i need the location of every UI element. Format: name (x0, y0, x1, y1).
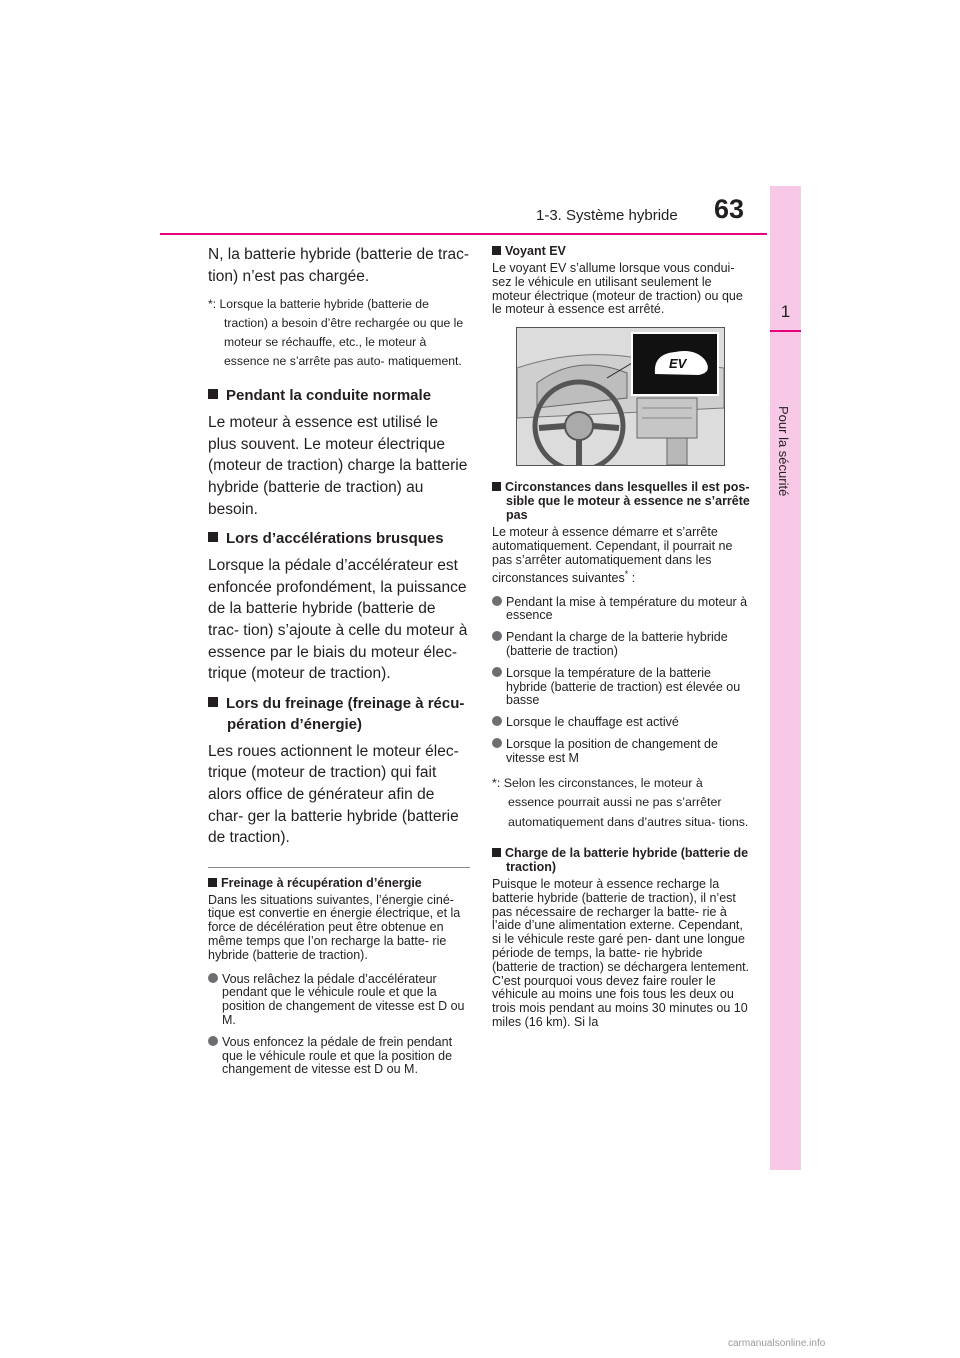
text-regen-braking: Dans les situations suivantes, l’énergie ciné- tique est convertie en énergie électrique, et la force de décélération peut être obtenue en même temps que l’on recharge la batte- rie hybride (batterie de traction). (208, 892, 461, 962)
text-normal-driving: Le moteur à essence est utilisé le plus souvent. Le moteur électrique (moteur de traction) charge la batterie hybride (batterie de traction) au besoin. (208, 414, 468, 518)
list-item: Vous enfoncez la pédale de frein pendant que le véhicule roule et que la position de changement de vitesse est D ou M. (208, 1036, 470, 1077)
chapter-number: 1 (780, 302, 791, 321)
bullet-dot-icon (492, 667, 502, 677)
section-title: 1-3. Système hybride (536, 207, 678, 224)
square-bullet-icon (208, 697, 218, 707)
text-battery-charge: Puisque le moteur à essence recharge la batterie hybride (batterie de traction), il n’est pas nécessaire de recharger la batte- rie à l’aide d’une alimentation externe. Cependant, si le véhicule reste garé pen- dant une longue période de temps, la batte- rie hybride (batterie de traction) se déchargera lentement. C’est pourquoi vous devez faire rouler le véhicule au moins une fois tous les deux ou trois mois pendant au moins 30 minutes ou 10 miles (16 km). Si la (492, 877, 750, 1029)
list-item: Lorsque la température de la batterie hybride (batterie de traction) est élevée ou basse (492, 667, 750, 708)
heading-regen-braking: Freinage à récupération d’énergie (208, 876, 470, 890)
square-bullet-icon (492, 848, 501, 857)
bullet-dot-icon (208, 973, 218, 983)
list-item: Lorsque le chauffage est activé (492, 716, 750, 730)
intro-text: N, la batterie hybride (batterie de trac- tion) n’est pas chargée. (208, 246, 470, 285)
chapter-tab-divider (770, 330, 801, 332)
footnote-2: *: Selon les circonstances, le moteur à essence pourrait aussi ne pas s’arrêter automatiquement dans d’autres situa- tions. (492, 775, 749, 829)
bullet-dot-icon (492, 631, 502, 641)
square-bullet-icon (208, 389, 218, 399)
list-item: Vous relâchez la pédale d’accélérateur pendant que le véhicule roule et que la position de changement de vitesse est D ou M. (208, 973, 470, 1028)
dashboard-illustration (517, 328, 724, 465)
text-ev-indicator: Le voyant EV s’allume lorsque vous condui- sez le véhicule en utilisant seulement le moteur électrique (moteur de traction) ou que le moteur à essence est arrêté. (492, 261, 743, 317)
heading-circumstances: Circonstances dans lesquelles il est pos- sible que le moteur à essence ne s’arrête pas (492, 480, 750, 522)
square-bullet-icon (492, 482, 501, 491)
text-circumstances: Le moteur à essence démarre et s’arrête automatiquement. Cependant, il pourrait ne pas s’arrêter automatiquement dans les circonstances suivantes* : (492, 525, 733, 585)
heading-normal-driving: Pendant la conduite normale (208, 385, 470, 406)
bullet-dot-icon (492, 738, 502, 748)
page-number: 63 (714, 194, 745, 224)
header-rule (160, 233, 767, 235)
watermark: carmanualsonline.info (728, 1338, 826, 1349)
text-braking: Les roues actionnent le moteur élec- trique (moteur de traction) qui fait alors office de générateur afin de char- ger la batterie hybride (batterie de traction). (208, 742, 459, 847)
left-column (208, 244, 470, 1085)
footnote-1: *: Lorsque la batterie hybride (batterie de traction) a besoin d’être rechargée ou que le moteur se réchauffe, etc., le moteur à essence ne s’arrête pas auto- matiquement. (208, 297, 464, 369)
bullet-dot-icon (492, 716, 502, 726)
right-column (492, 244, 750, 1040)
ev-indicator-illustration (516, 327, 725, 466)
square-bullet-icon (492, 246, 501, 255)
list-item: Pendant la mise à température du moteur à essence (492, 596, 750, 624)
ev-badge-label: EV (669, 356, 687, 372)
heading-acceleration: Lors d’accélérations brusques (208, 528, 470, 549)
text-acceleration: Lorsque la pédale d’accélérateur est enfoncée profondément, la puissance de la batterie hybride (batterie de trac- tion) s’ajoute à celle du moteur à essence par le biais du moteur élec- trique (moteur de traction). (208, 557, 468, 683)
bullet-dot-icon (208, 1036, 218, 1046)
list-item: Lorsque la position de changement de vitesse est M (492, 738, 750, 766)
square-bullet-icon (208, 532, 218, 542)
chapter-label: Pour la sécurité (776, 406, 791, 497)
heading-ev-indicator: Voyant EV (492, 244, 750, 258)
section-divider (208, 867, 470, 868)
list-item: Pendant la charge de la batterie hybride (batterie de traction) (492, 631, 750, 659)
bullet-dot-icon (492, 596, 502, 606)
heading-battery-charge: Charge de la batterie hybride (batterie de traction) (492, 846, 750, 874)
heading-braking: Lors du freinage (freinage à récu- pération d’énergie) (208, 693, 470, 735)
chapter-side-tab (770, 186, 801, 1170)
square-bullet-icon (208, 878, 217, 887)
